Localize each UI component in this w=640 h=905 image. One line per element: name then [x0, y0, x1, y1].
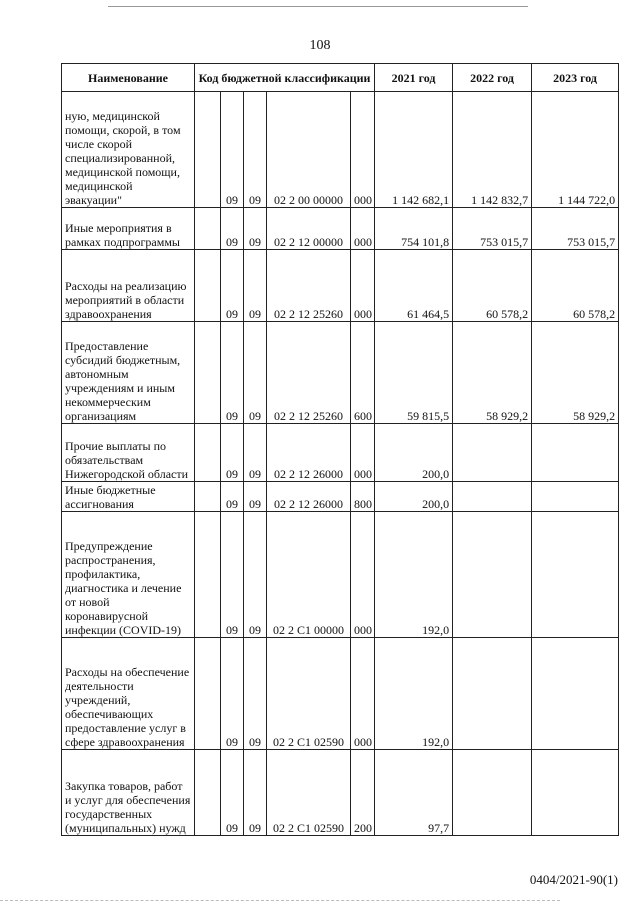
code-chapter: 09	[221, 322, 244, 424]
amount-2021: 192,0	[375, 638, 453, 750]
code-expense-type: 000	[351, 250, 375, 322]
code-section	[195, 512, 221, 638]
code-section	[195, 638, 221, 750]
amount-2021: 1 142 682,1	[375, 92, 453, 208]
amount-2022	[453, 482, 532, 512]
row-name: Предупреждение распространения, профилактика, диагностика и лечение от новой коронавирусной инфекции (COVID-19)	[62, 512, 195, 638]
budget-table	[61, 63, 619, 836]
code-chapter: 09	[221, 512, 244, 638]
code-expense-type: 800	[351, 482, 375, 512]
amount-2021: 97,7	[375, 750, 453, 836]
header-2021: 2021 год	[375, 64, 453, 92]
code-subsection: 09	[244, 208, 267, 250]
amount-2021: 200,0	[375, 424, 453, 482]
code-subsection: 09	[244, 322, 267, 424]
row-name: Прочие выплаты по обязательствам Нижегородской области	[62, 424, 195, 482]
amount-2022	[453, 750, 532, 836]
table-row	[62, 424, 619, 482]
code-section	[195, 208, 221, 250]
code-expense-type: 000	[351, 208, 375, 250]
amount-2023: 1 144 722,0	[532, 92, 619, 208]
amount-2022	[453, 424, 532, 482]
row-name: Иные бюджетные ассигнования	[62, 482, 195, 512]
amount-2023	[532, 512, 619, 638]
row-name: ную, медицинской помощи, скорой, в том числе скорой специализированной, медицинской помощи, медицинской эвакуации"	[62, 92, 195, 208]
amount-2021: 754 101,8	[375, 208, 453, 250]
code-chapter: 09	[221, 424, 244, 482]
code-section	[195, 424, 221, 482]
code-expense-type: 200	[351, 750, 375, 836]
code-subsection: 09	[244, 750, 267, 836]
code-chapter: 09	[221, 92, 244, 208]
code-chapter: 09	[221, 638, 244, 750]
row-name: Закупка товаров, работ и услуг для обеспечения государственных (муниципальных) нужд	[62, 750, 195, 836]
amount-2022: 58 929,2	[453, 322, 532, 424]
code-subsection: 09	[244, 512, 267, 638]
header-code: Код бюджетной классификации	[195, 64, 375, 92]
code-section	[195, 482, 221, 512]
code-expense-type: 000	[351, 512, 375, 638]
code-subsection: 09	[244, 638, 267, 750]
amount-2022: 60 578,2	[453, 250, 532, 322]
table-row	[62, 250, 619, 322]
code-chapter: 09	[221, 250, 244, 322]
amount-2021: 200,0	[375, 482, 453, 512]
amount-2023: 60 578,2	[532, 250, 619, 322]
code-chapter: 09	[221, 750, 244, 836]
code-subsection: 09	[244, 250, 267, 322]
code-target-article: 02 2 12 26000	[267, 482, 351, 512]
table-row	[62, 750, 619, 836]
amount-2022: 1 142 832,7	[453, 92, 532, 208]
bottom-rule	[0, 900, 560, 901]
code-target-article: 02 2 C1 00000	[267, 512, 351, 638]
header-2023: 2023 год	[532, 64, 619, 92]
amount-2023	[532, 750, 619, 836]
table-row	[62, 512, 619, 638]
table-header-row	[62, 64, 619, 92]
table-row	[62, 322, 619, 424]
code-expense-type: 000	[351, 638, 375, 750]
code-section	[195, 322, 221, 424]
code-target-article: 02 2 C1 02590	[267, 750, 351, 836]
code-subsection: 09	[244, 92, 267, 208]
row-name: Иные мероприятия в рамках подпрограммы	[62, 208, 195, 250]
code-target-article: 02 2 12 26000	[267, 424, 351, 482]
code-chapter: 09	[221, 482, 244, 512]
code-expense-type: 000	[351, 424, 375, 482]
amount-2023	[532, 638, 619, 750]
code-section	[195, 250, 221, 322]
table-row	[62, 92, 619, 208]
code-target-article: 02 2 C1 02590	[267, 638, 351, 750]
code-section	[195, 92, 221, 208]
table-row	[62, 482, 619, 512]
code-expense-type: 000	[351, 92, 375, 208]
code-expense-type: 600	[351, 322, 375, 424]
code-section	[195, 750, 221, 836]
top-rule	[108, 6, 528, 7]
amount-2022: 753 015,7	[453, 208, 532, 250]
amount-2022	[453, 512, 532, 638]
amount-2022	[453, 638, 532, 750]
row-name: Предоставление субсидий бюджетным, автономным учреждениям и иным некоммерческим организациям	[62, 322, 195, 424]
code-subsection: 09	[244, 482, 267, 512]
code-target-article: 02 2 12 00000	[267, 208, 351, 250]
table-row	[62, 638, 619, 750]
amount-2021: 61 464,5	[375, 250, 453, 322]
header-2022: 2022 год	[453, 64, 532, 92]
row-name: Расходы на обеспечение деятельности учреждений, обеспечивающих предоставление услуг в сфере здравоохранения	[62, 638, 195, 750]
amount-2023: 753 015,7	[532, 208, 619, 250]
code-target-article: 02 2 12 25260	[267, 322, 351, 424]
code-chapter: 09	[221, 208, 244, 250]
amount-2021: 59 815,5	[375, 322, 453, 424]
amount-2023: 58 929,2	[532, 322, 619, 424]
code-subsection: 09	[244, 424, 267, 482]
amount-2023	[532, 482, 619, 512]
header-name: Наименование	[62, 64, 195, 92]
document-code: 0404/2021-90(1)	[529, 872, 618, 887]
table-row	[62, 208, 619, 250]
page-number: 108	[309, 38, 331, 53]
amount-2021: 192,0	[375, 512, 453, 638]
code-target-article: 02 2 00 00000	[267, 92, 351, 208]
code-target-article: 02 2 12 25260	[267, 250, 351, 322]
row-name: Расходы на реализацию мероприятий в области здравоохранения	[62, 250, 195, 322]
amount-2023	[532, 424, 619, 482]
